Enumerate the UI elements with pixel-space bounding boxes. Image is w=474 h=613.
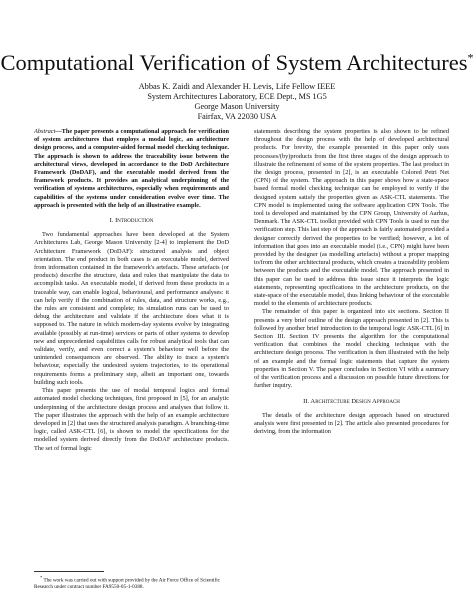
- right-column: [254, 128, 449, 436]
- paper-title: [0, 50, 474, 76]
- abstract: Abstract—The paper presents a computational approach for verification of system architectures that employs a modal logic, an architecture design process, and a computer-aided formal model checking technique. The approach is shown to address the traceability issue between the architectural views, developed in accordance to the DoD Architecture Framework (DoDAF), and the executable model derived from the framework products. It provides an analytical underpinning of the verification of systems architectures, especially when requirements and capabilities of the systems under consideration evolve over time. The approach is presented with the help of an illustrative example.: [34, 128, 229, 209]
- intro-paragraph-1: Two fundamental approaches have been developed at the System Architectures Lab, George Mason University [2-4] to implement the DoD Architecture Framework (DoDAF): structured analysis and object orientation. The end product in both cases is an executable model, derived from information contained in the framework's artefacts. These artefacts (or products) describe the structure, data and rules that manipulate the data to accomplish tasks. An executable model, if derived from these products in a traceable way, can enable logical, behavioural, and performance analyses: it can help verify if the combination of rules, data, and structure works, e.g., the rules are consistent and complete; its simulation runs can be used to debug the architecture and validate if the architecture does what it is supposed to. The nature in which modern-day systems evolve by integrating available (possibly at run-time) services or parts of other systems to develop new and unprecedented capabilities calls for robust analytical tools that can validate, verify, and even correct a system's behaviour well before the unintended consequences are observed. The ability to trace a system's behaviour, especially the undesired system trajectories, to its operational requirements forms a preliminary step, albeit an important one, towards building such tools.: [34, 231, 229, 386]
- author-university: George Mason University: [194, 102, 280, 111]
- author-block: [0, 82, 474, 122]
- abstract-text: The paper presents a computational approach for verification of system architectures that employs a modal logic, an architecture design process, and a computer-aided formal model checking technique. The approach is shown to address the traceability issue between the architectural views, developed in accordance to the DoD Architecture Framework (DoDAF), and the executable model derived from the framework products. It provides an analytical underpinning of the verification of systems architectures, especially when requirements and capabilities of the systems under consideration evolve over time. The approach is presented with the help of an illustrative example.: [34, 128, 229, 209]
- author-affiliation: System Architectures Laboratory, ECE Dept., MS 1G5: [147, 92, 327, 101]
- footnote-text: The work was carried out with support provided by the Air Force Office of Scientific Research under contract number FA9550-05-1-0388.: [34, 577, 220, 591]
- author-city: Fairfax, VA 22030 USA: [197, 112, 277, 121]
- title-text: Computational Verification of System Architectures: [0, 50, 468, 75]
- title-footnote-mark: *: [467, 50, 474, 65]
- right-paragraph-2: The remainder of this paper is organized into six sections. Section II presents a very brief outline of the design approach presented in [2]. This is followed by another brief introduction to the temporal logic ASK-CTL [6] in Section III. Section IV presents the algorithm for the computational verification that combines the model checking technique with the architecture design process. The verification is then illustrated with the help of an example and the formal logic statements that capture the system properties in Section V. The paper concludes in Section VI with a summary of the verification process and a discussion on possible future directions for further inquiry.: [254, 308, 449, 390]
- footnote: [34, 575, 229, 591]
- right-paragraph-1: statements describing the system properties is also shown to be refined throughout the design process with the help of developed architectural products. For brevity, the example presented in this paper only uses processes/(by)products from the first three stages of the design approach to illustrate the refinement of some of the system properties. The last product in the design process, presented in [2], is an executable Colored Petri Net (CPN) of the system. The approach in this paper shows how a state-space based formal model checking technique can be employed to verify if the designed system satisfy the properties given as ASK-CTL statements. The CPN model is implemented using the software application CPN Tools. The tool is developed and maintained by the CPN Group, University of Aarhus, Denmark. The ASK-CTL toolkit provided with CPN Tools is used to run the verification step. This last step of the approach is fairly automated provided a designer correctly derived the properties to be verified; however, a lot of information that goes into an executable model (i.e., CPN) might have been provided by the designer (as modelling artefacts) without a proper mapping to/from the other architectural products, which creates a traceability problem between the products and the executable model. The approach presented in this paper can be used to address this issue since it interprets the logic statements, representing specifications in the architecture products, on the state-space of the executable model, thus linking behaviour of the executable model to the elements of architecture products.: [254, 128, 449, 308]
- author-names: Abbas K. Zaidi and Alexander H. Levis, Life Fellow IEEE: [138, 82, 336, 91]
- section-heading-introduction: I. Introduction: [109, 217, 154, 225]
- footnote-divider: [34, 571, 104, 572]
- right-paragraph-3: The details of the architecture design approach based on structured analysis were first presented in [2]. The article also presented procedures for deriving, from the information: [254, 411, 449, 436]
- left-column: [34, 128, 229, 453]
- intro-paragraph-2: This paper presents the use of modal temporal logics and formal automated model checking techniques, first proposed in [5], for an analytic underpinning of the architecture design process and analyses that follow it. The paper illustrates the approach with the help of an example architecture developed in [2] that uses the structured analysis paradigm. A branching-time logic, called ASK-CTL [6], is shown to model the specifications for the modelled system derived directly from the DoDAF architecture products. The set of formal logic: [34, 387, 229, 452]
- abstract-label: Abstract: [34, 128, 56, 135]
- section-heading-design-approach: II. Architecture Design Approach: [303, 397, 400, 405]
- footnote-mark: *: [40, 575, 43, 580]
